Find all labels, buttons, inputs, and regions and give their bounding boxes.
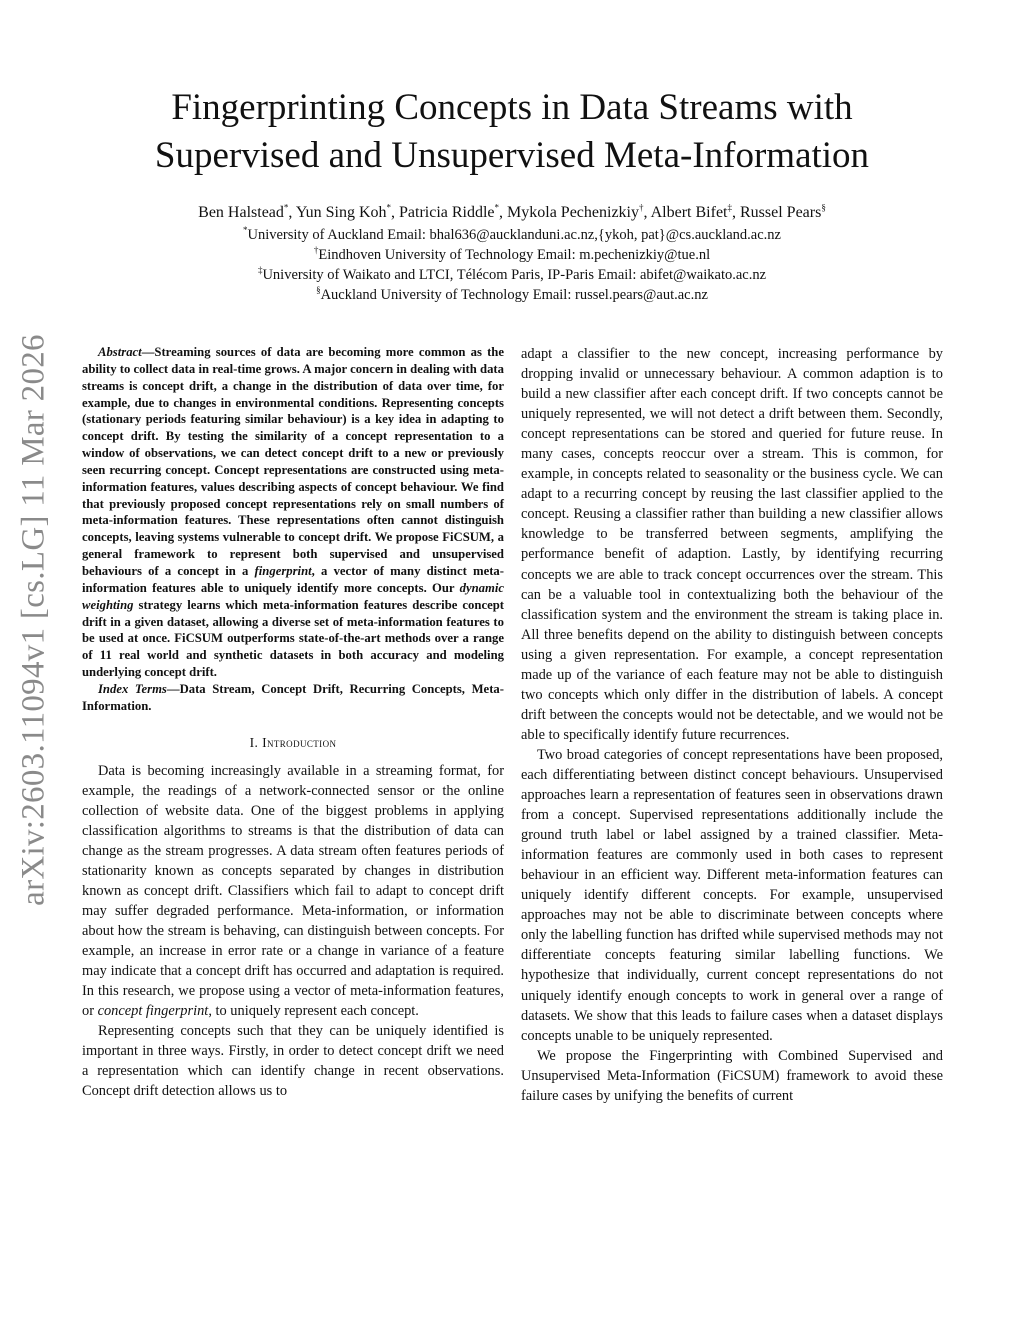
author-mark: * [494, 202, 500, 213]
paragraph [82, 761, 504, 1022]
author-mark: ‡ [727, 202, 732, 213]
title-line-2: Supervised and Unsupervised Meta-Information [154, 135, 870, 176]
author-name: Ben Halstead [198, 204, 284, 221]
abstract [82, 344, 504, 681]
abstract-text: —Streaming sources of data are becoming more common as the ability to collect data in real-time grows. A major concern in dealing with data streams is concept drift, a change in the distribution of data over time, for example, due to changes in environmental conditions. Representing concepts (stationary periods featuring similar behaviour) is a key idea in adapting to concept drift. By testing the similarity of a concept representation to a window of observations, we can detect concept drift to a new or previously seen recurring concept. Concept representations are constructed using meta-information features, values describing aspects of concept behaviour. We find that previously proposed concept representations rely on small numbers of meta-information features. These representations often cannot distinguish concepts, leaving systems vulnerable to concept drift. We propose FiCSUM, a general framework to represent both supervised and unsupervised behaviours of a concept in a [82, 345, 504, 578]
affiliation-line [0, 245, 1024, 265]
affiliation-mark: * [243, 225, 248, 236]
affiliation-text: University of Waikato and LTCI, Télécom Paris, IP-Paris Email: abifet@waikato.ac.nz [262, 267, 767, 283]
arxiv-sidebar [4, 260, 64, 980]
index-terms-label: Index Terms [98, 681, 167, 696]
abstract-label: Abstract [98, 345, 142, 359]
right-column [521, 344, 943, 1106]
affiliation-text: Auckland University of Technology Email: russel.pears@aut.ac.nz [320, 287, 708, 303]
author-name: Patricia Riddle [399, 204, 495, 221]
paragraph: Two broad categories of concept representations have been proposed, each differentiating between distinct concept behaviours. Unsupervised approaches learn a representation of features seen in observations drawn from a concept. Supervised representations additionally include the ground truth label or label assigned by a trained classifier. Meta-information features are commonly used in both cases to represent behaviour in an efficient way. Different meta-information features can uniquely identify different concepts. For example, unsupervised approaches may not be able to discriminate between concepts where only the labelling function has drifted while supervised methods may not differentiate concepts featuring similar labelling functions. We hypothesize that individually, current concept representations do not uniquely identify enough concepts to work in general over a range of datasets. We show that this leads to failure cases when a dataset displays concepts unable to be uniquely represented. [521, 746, 943, 1044]
author-name: Russel Pears [740, 204, 822, 221]
author-name: Mykola Pechenizkiy [507, 204, 639, 221]
author-mark: † [639, 202, 644, 213]
paragraph-emphasis: concept fingerprint [97, 1003, 209, 1020]
affiliation-mark: ‡ [257, 265, 263, 276]
affiliation-line [0, 225, 1024, 245]
abstract-text: , a vector of many distinct meta-information features able to uniquely identify more concepts. Our [82, 563, 505, 595]
affiliation-mark: † [313, 245, 319, 256]
section-number: I. [249, 734, 259, 750]
author-mark: * [283, 202, 289, 213]
arxiv-identifier: arXiv:2603.11094v1 [cs.LG] 11 Mar 2026 [15, 334, 52, 906]
abstract-emphasis: fingerprint [254, 563, 312, 578]
paragraph-text: , to uniquely represent each concept. [208, 1003, 419, 1020]
author-mark: * [386, 202, 391, 213]
author-mark: § [821, 202, 826, 213]
author-list: Ben Halstead*, Yun Sing Koh*, Patricia Riddle*, Mykola Pechenizkiy†, Albert Bifet‡, Russel Pears§ [198, 202, 826, 221]
section-title: Introduction [262, 734, 337, 750]
abstract-emphasis: dynamic weighting [82, 580, 504, 612]
paragraph: Representing concepts such that they can be uniquely identified is important in three ways. Firstly, in order to detect concept drift we need a representation which can identify change in recent observations. Concept drift detection allows us to [82, 1023, 504, 1100]
section-heading [82, 733, 504, 753]
affiliation-text: Eindhoven University of Technology Email: m.pechenizkiy@tue.nl [318, 247, 711, 263]
abstract-text: strategy learns which meta-information features describe concept drift in a given dataset, allowing a diverse set of meta-information features to be used at once. FiCSUM outperforms state-of-the-art methods over a range of 11 real world and synthetic datasets in both accuracy and modeling underlying concept drift. [82, 597, 504, 680]
paragraph: We propose the Fingerprinting with Combined Supervised and Unsupervised Meta-Information (FiCSUM) framework to avoid these failure cases by unifying the benefits of current [521, 1047, 943, 1104]
index-terms-text: —Data Stream, Concept Drift, Recurring Concepts, Meta-Information. [82, 681, 504, 713]
affiliation-line [0, 285, 1024, 305]
paragraph: adapt a classifier to the new concept, increasing performance by dropping invalid or unnecessary behaviour. A common adaption is to build a new classifier after each concept drift. If two concepts cannot be uniquely represented, we will not detect a drift between them. Secondly, concept representations can be stored and queried for future reuse. In many cases, concepts reoccur over a stream. This is common, for example, in concepts related to seasonality or the business cycle. We can adapt to a recurring concept by reusing the last classifier applied to the concept. Reusing a classifier rather than building a new classifier allows knowledge to be transferred between segments, amplifying the performance benefit of adaption. Lastly, by identifying recurring concepts we are able to track concept occurrences over the stream. This can be a valuable tool in contextualizing both the behaviour of the classification system and the environment the stream is taking place in. All three benefits depend on the ability to distinguish between concepts using a given representation. For example, a concept representation made up of the variance of each feature may not be able to distinguish two concepts which only differ in the distribution of labels. A concept drift between the concepts would not be detectable, and we would not be able to specifically identify future recurrences. [521, 346, 943, 743]
affiliation-line [0, 265, 1024, 285]
left-column [82, 344, 504, 1101]
paper-title [0, 84, 1024, 180]
author-name: Albert Bifet [650, 204, 728, 221]
author-name: Yun Sing Koh [295, 204, 387, 221]
affiliation-mark: § [316, 285, 321, 296]
title-line-1: Fingerprinting Concepts in Data Streams with [171, 87, 853, 128]
paragraph-text: Data is becoming increasingly available in a streaming format, for example, the readings of a network-connected sensor or the online collection of website data. One of the biggest problems in applying classification algorithms to streams is that the distribution of data can change as the stream progresses. A data stream often features periods of stationarity known as concepts separated by changes in distribution known as concept drift. Classifiers which fail to adapt to concept drift may suffer degraded performance. Meta-information, or information about how the stream is behaving, can distinguish between concepts. For example, an increase in error rate or a change in variance of a feature may indicate that a concept drift has occurred and adaptation is required. In this research, we propose using a vector of meta-information features, or [82, 762, 504, 1020]
affiliation-text: University of Auckland Email: bhal636@aucklanduni.ac.nz,{ykoh, pat}@cs.auckland.ac.nz [247, 227, 781, 243]
index-terms [82, 681, 504, 715]
